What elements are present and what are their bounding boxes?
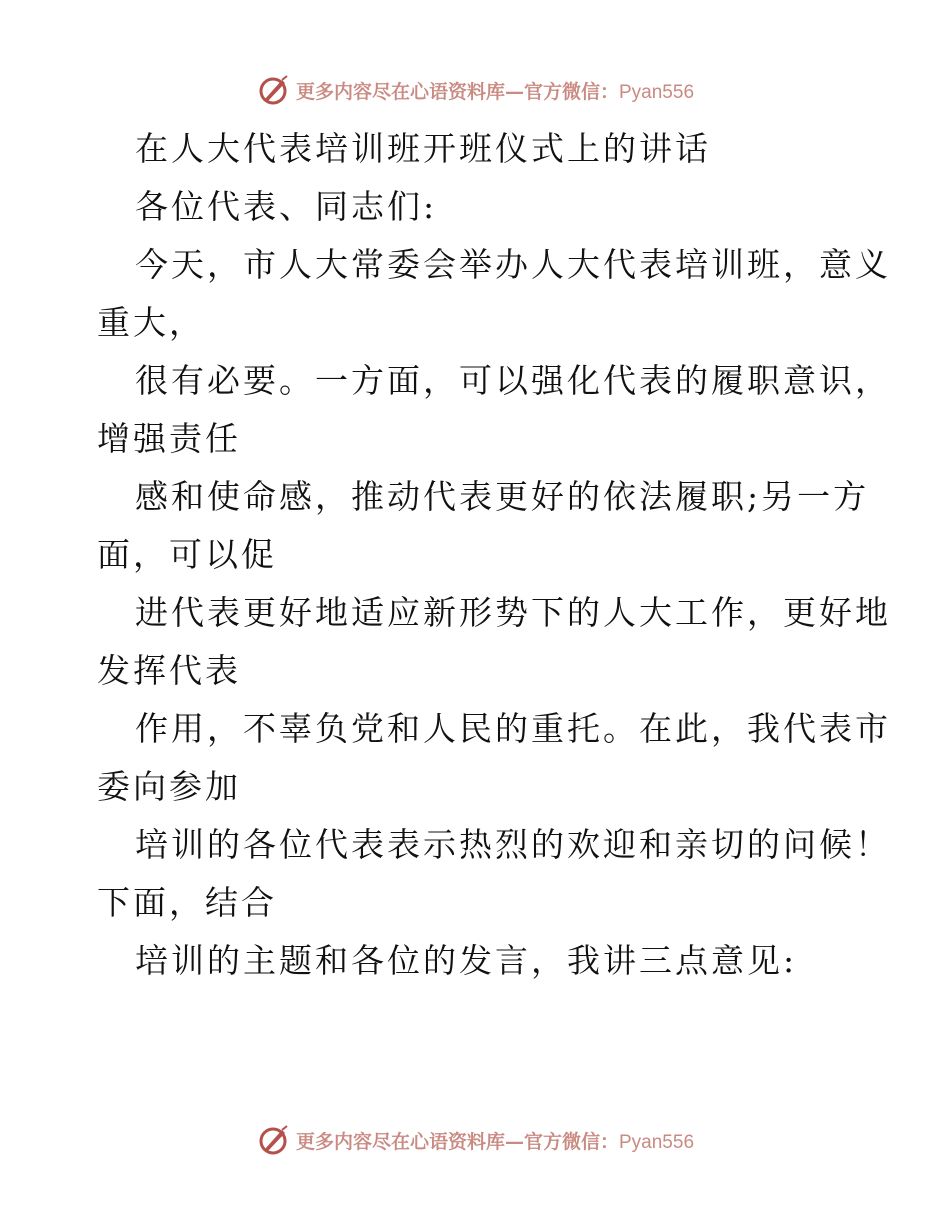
quill-pen-logo-icon: [256, 73, 290, 107]
doc-line: 发挥代表: [97, 651, 241, 690]
doc-line: 感和使命感，推动代表更好的依法履职;另一方: [135, 477, 870, 516]
doc-line: 下面，结合: [97, 883, 277, 922]
doc-line: 进代表更好地适应新形势下的人大工作，更好地: [135, 593, 891, 632]
doc-line: 培训的各位代表表示热烈的欢迎和亲切的问候！: [135, 825, 891, 864]
watermark-text: 更多内容尽在心语资料库—官方微信：Pyan556: [295, 1130, 695, 1153]
doc-line: 委向参加: [97, 767, 241, 806]
quill-pen-logo-icon: [256, 1123, 290, 1157]
watermark-text: 更多内容尽在心语资料库—官方微信：Pyan556: [295, 80, 695, 103]
header-watermark: [0, 70, 950, 110]
doc-line: 作用，不辜负党和人民的重托。在此，我代表市: [135, 709, 891, 748]
doc-line: 各位代表、同志们:: [135, 187, 438, 226]
doc-line: 培训的主题和各位的发言，我讲三点意见:: [135, 941, 798, 980]
doc-line: 在人大代表培训班开班仪式上的讲话: [135, 129, 711, 168]
doc-line: 很有必要。一方面，可以强化代表的履职意识，: [135, 361, 891, 400]
doc-line: 增强责任: [97, 419, 241, 458]
doc-line: 重大，: [97, 303, 205, 342]
doc-line: 面，可以促: [97, 535, 277, 574]
footer-watermark: [0, 1120, 950, 1160]
doc-line: 今天，市人大常委会举办人大代表培训班，意义: [135, 245, 891, 284]
document-body: [97, 120, 891, 990]
